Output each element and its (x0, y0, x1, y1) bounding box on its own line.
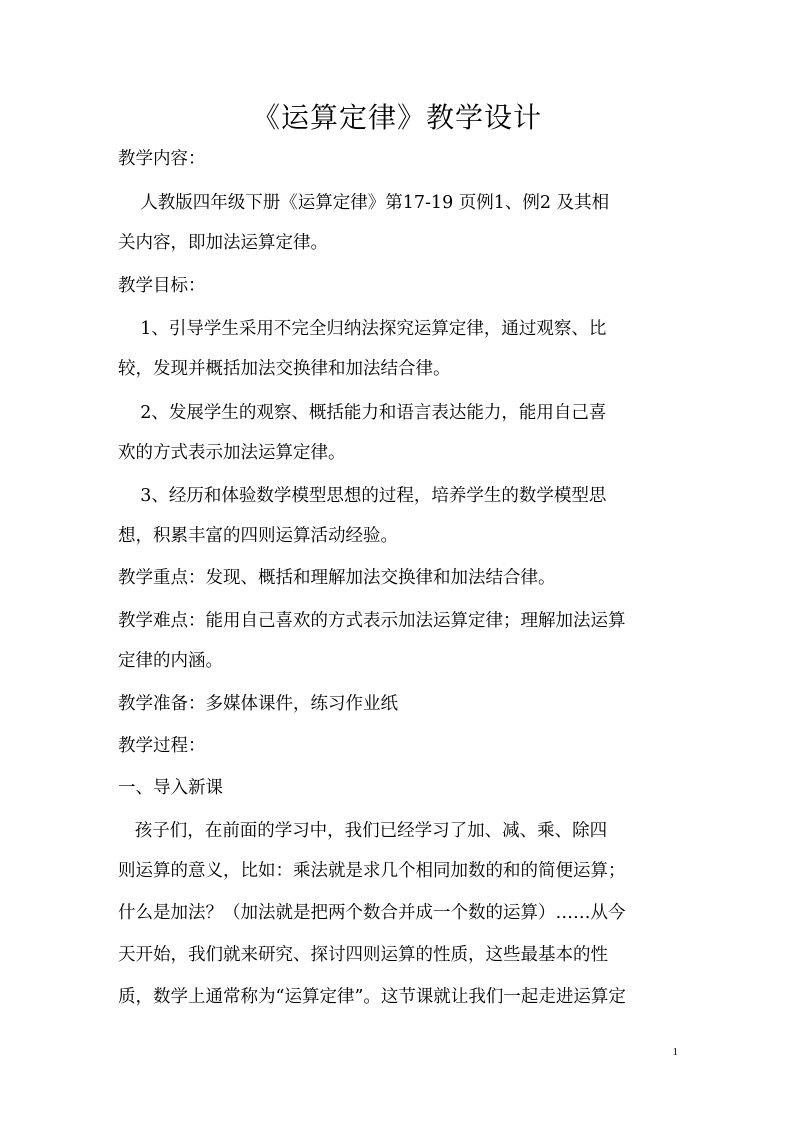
heading-process: 教学过程： (118, 736, 206, 756)
paragraph-line: 什么是加法？（加法就是把两个数合并成一个数的运算）……从今 (118, 903, 626, 923)
paragraph-line: 人教版四年级下册《运算定律》第17-19 页例1、例2 及其相 (118, 193, 610, 213)
preparation-line: 教学准备：多媒体课件，练习作业纸 (118, 694, 398, 714)
paragraph-line: 1、引导学生采用不完全归纳法探究运算定律，通过观察、比 (118, 319, 607, 339)
section-heading: 一、导入新课 (118, 778, 223, 798)
page-number: 1 (672, 1046, 678, 1058)
document-title: 《运算定律》教学设计 (251, 101, 542, 134)
paragraph-line: 定律的内涵。 (118, 651, 223, 671)
paragraph-line: 3、经历和体验数学模型思想的过程，培养学生的数学模型思 (118, 486, 607, 506)
paragraph-line: 孩子们，在前面的学习中，我们已经学习了加、减、乘、除四 (118, 821, 608, 841)
paragraph-line: 2、发展学生的观察、概括能力和语言表达能力，能用自己喜 (118, 403, 607, 423)
paragraph-line: 较，发现并概括加法交换律和加法结合律。 (118, 359, 451, 379)
paragraph-line: 关内容，即加法运算定律。 (118, 233, 328, 253)
paragraph-line: 欢的方式表示加法运算定律。 (118, 443, 346, 463)
key-points-line: 教学重点：发现、概括和理解加法交换律和加法结合律。 (118, 568, 556, 588)
paragraph-line: 则运算的意义，比如：乘法就是求几个相同加数的和的简便运算； (118, 861, 626, 881)
difficult-points-line: 教学难点：能用自己喜欢的方式表示加法运算定律；理解加法运算 (118, 611, 626, 631)
paragraph-line: 质，数学上通常称为“运算定律”。这节课就让我们一起走进运算定 (118, 987, 626, 1007)
paragraph-line: 想，积累丰富的四则运算活动经验。 (118, 526, 398, 546)
heading-objectives: 教学目标： (118, 276, 206, 296)
heading-content: 教学内容： (118, 149, 206, 169)
paragraph-line: 天开始，我们就来研究、探讨四则运算的性质，这些最基本的性 (118, 945, 608, 965)
